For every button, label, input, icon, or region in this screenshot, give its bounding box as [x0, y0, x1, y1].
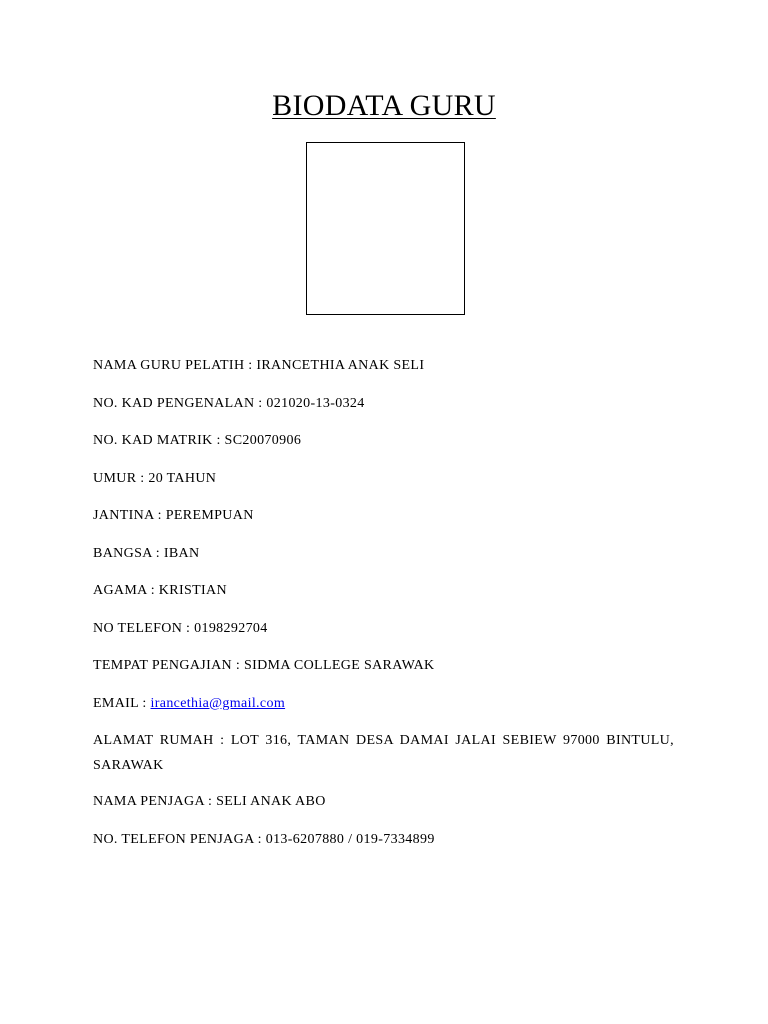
photo-placeholder-box [306, 142, 465, 315]
email-label: EMAIL : [93, 695, 151, 711]
field-jantina: JANTINA : PEREMPUAN [93, 508, 254, 523]
field-kad-matrik: NO. KAD MATRIK : SC20070906 [93, 433, 302, 448]
field-telefon: NO TELEFON : 0198292704 [93, 620, 268, 636]
field-telefon-penjaga: NO. TELEFON PENJAGA : 013-6207880 / 019-7334899 [93, 831, 435, 847]
field-nama-guru: NAMA GURU PELATIH : IRANCETHIA ANAK SELI [93, 358, 425, 373]
field-alamat-rumah: ALAMAT RUMAH : LOT 316, TAMAN DESA DAMAI JALAI SEBIEW 97000 BINTULU, SARAWAK [93, 733, 674, 773]
biodata-field-list [93, 356, 674, 867]
field-email [93, 694, 674, 713]
field-tempat-pengajian: TEMPAT PENGAJIAN : SIDMA COLLEGE SARAWAK [93, 658, 435, 673]
page-title: BIODATA GURU [272, 89, 496, 122]
field-nama-penjaga: NAMA PENJAGA : SELI ANAK ABO [93, 794, 326, 809]
field-umur: UMUR : 20 TAHUN [93, 470, 217, 486]
field-agama: AGAMA : KRISTIAN [93, 583, 227, 598]
email-link[interactable]: irancethia@gmail.com [150, 695, 286, 711]
field-bangsa: BANGSA : IBAN [93, 545, 200, 561]
field-kad-pengenalan: NO. KAD PENGENALAN : 021020-13-0324 [93, 395, 365, 411]
